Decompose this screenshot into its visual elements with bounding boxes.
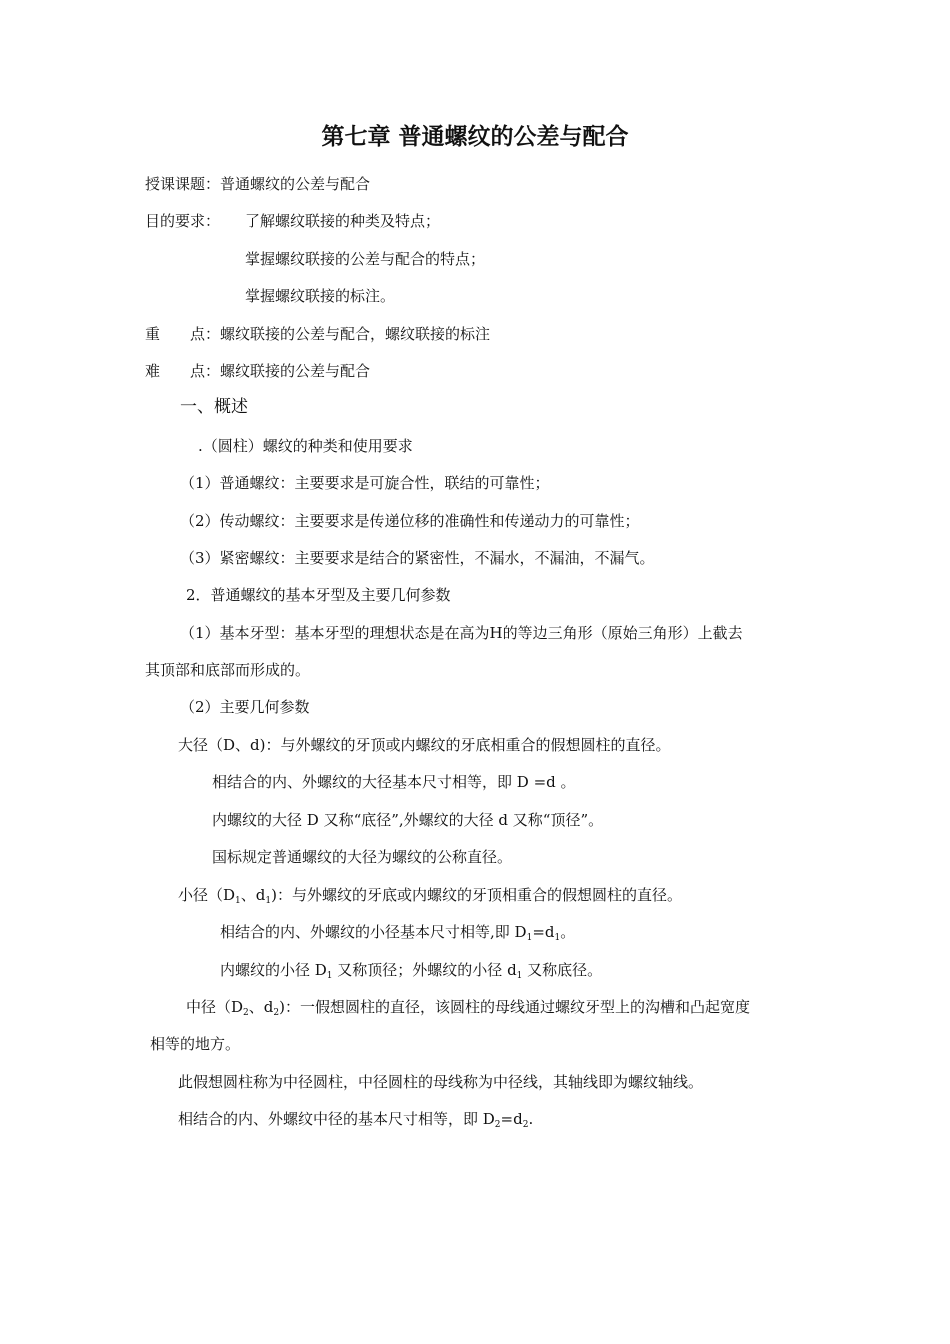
thread-type-item: （3）紧密螺纹：主要要求是结合的紧密性，不漏水，不漏油，不漏气。 — [180, 549, 655, 567]
objective-item: 掌握螺纹联接的标注。 — [245, 287, 396, 305]
thread-type-item: （2）传动螺纹：主要要求是传递位移的准确性和传递动力的可靠性； — [180, 512, 640, 530]
objective-item: 了解螺纹联接的种类及特点； — [245, 212, 441, 230]
subsection-heading: 2．普通螺纹的基本牙型及主要几何参数 — [186, 586, 451, 604]
minor-diameter-definition: 小径（$D_1$、$d_1$)：与外螺纹的牙底或内螺纹的牙顶相重合的假想圆柱的直径。 — [178, 886, 682, 906]
paragraph: 相结合的内、外螺纹的大径基本尺寸相等，即 D =d 。 — [212, 773, 576, 791]
key-points: 重 点：螺纹联接的公差与配合，螺纹联接的标注 — [145, 325, 491, 343]
paragraph: 国标规定普通螺纹的大径为螺纹的公称直径。 — [212, 848, 513, 866]
section-heading: 一、概述 — [180, 397, 248, 417]
minor-diameter-alias: 内螺纹的小径 $D_1$ 又称顶径；外螺纹的小径 $d_1$ 又称底径。 — [220, 961, 603, 981]
pitch-diameter-definition: 中径（$D_2$、$d_2$)：一假想圆柱的直径，该圆柱的母线通过螺纹牙型上的沟槽和凸起宽度 — [186, 998, 750, 1018]
subsection-heading: .（圆柱）螺纹的种类和使用要求 — [198, 437, 413, 455]
paragraph: 其顶部和底部而形成的。 — [145, 661, 311, 679]
lesson-topic: 授课课题：普通螺纹的公差与配合 — [145, 175, 371, 193]
paragraph: 大径（D、d)：与外螺纹的牙顶或内螺纹的牙底相重合的假想圆柱的直径。 — [178, 736, 671, 754]
paragraph-heading: （2）主要几何参数 — [180, 698, 310, 716]
paragraph: 此假想圆柱称为中径圆柱，中径圆柱的母线称为中径线，其轴线即为螺纹轴线。 — [178, 1073, 704, 1091]
difficult-points: 难 点：螺纹联接的公差与配合 — [145, 362, 371, 380]
paragraph: （1）基本牙型：基本牙型的理想状态是在高为H的等边三角形（原始三角形）上截去 — [180, 624, 743, 642]
paragraph: 相等的地方。 — [150, 1035, 241, 1053]
thread-type-item: （1）普通螺纹：主要要求是可旋合性，联结的可靠性； — [180, 474, 550, 492]
minor-diameter-equality: 相结合的内、外螺纹的小径基本尺寸相等,即 $D_1=d_1$。 — [220, 923, 576, 943]
objective-item: 掌握螺纹联接的公差与配合的特点； — [245, 250, 486, 268]
paragraph: 内螺纹的大径 D 又称“底径”,外螺纹的大径 d 又称“顶径”。 — [212, 811, 604, 829]
pitch-diameter-equality: 相结合的内、外螺纹中径的基本尺寸相等，即 $D_2=d_2$. — [178, 1110, 534, 1130]
chapter-title: 第七章 普通螺纹的公差与配合 — [321, 124, 629, 150]
objectives-label: 目的要求： — [145, 212, 221, 230]
